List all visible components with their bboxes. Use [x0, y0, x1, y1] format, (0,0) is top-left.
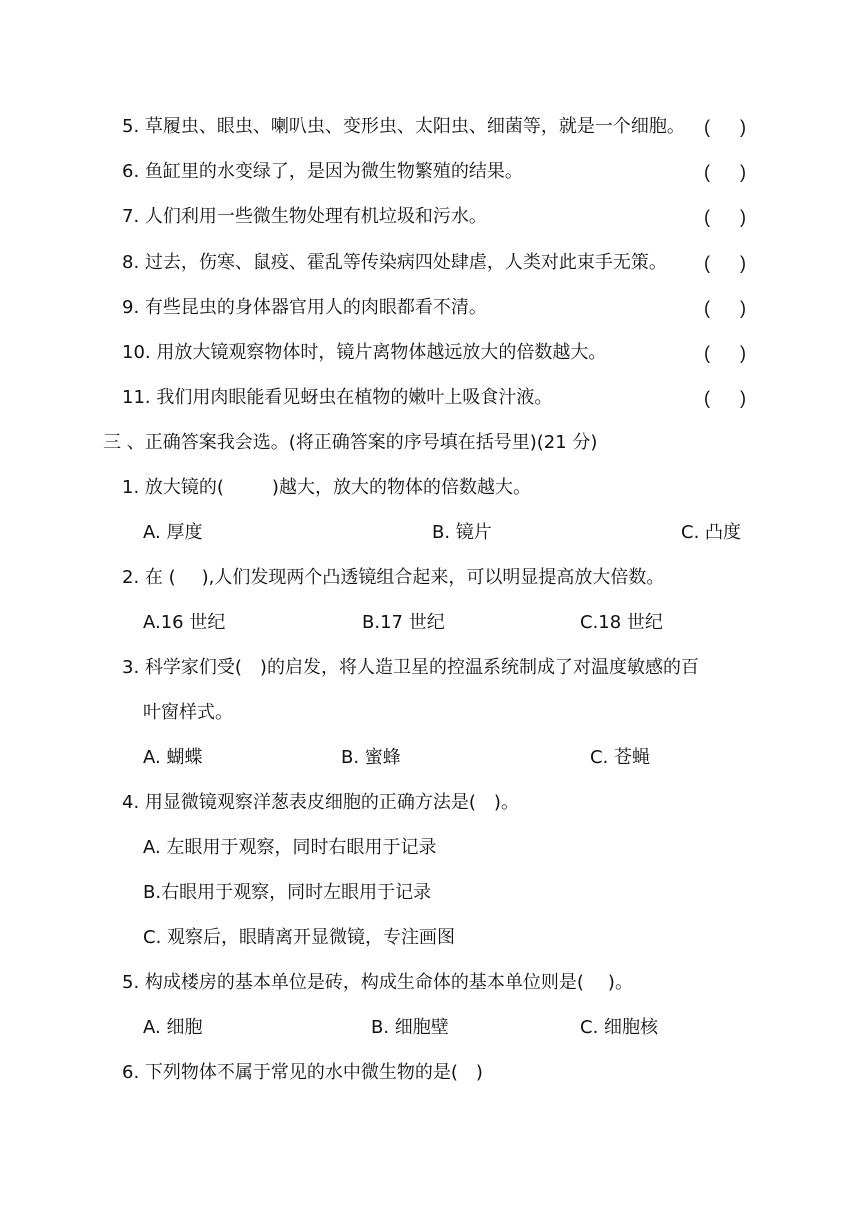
question-stem: 1. 放大镜的( [122, 477, 224, 498]
question-stem: 4. 用显微镜观察洋葱表皮细胞的正确方法是( [122, 792, 476, 813]
judge-item-10: 10. 用放大镜观察物体时，镜片离物体越远放大的倍数越大。 [122, 342, 607, 363]
section-heading: 三 、正确答案我会选。(将正确答案的序号填在括号里)(21 分) [103, 432, 598, 453]
bracket-open: ( [704, 117, 710, 137]
option-c[interactable]: C. 细胞核 [580, 1017, 659, 1038]
answer-bracket-9[interactable] [704, 296, 746, 320]
question-stem: 3. 科学家们受( [122, 657, 242, 678]
bracket-open: ( [704, 253, 710, 273]
answer-bracket-7[interactable] [704, 205, 746, 229]
bracket-open: ( [704, 388, 710, 408]
bracket-close: ) [740, 253, 746, 273]
question-stem: 2. 在 ( [122, 567, 176, 588]
question-5 [122, 971, 633, 995]
option-c[interactable]: C.18 世纪 [580, 612, 663, 633]
question-stem: )。 [493, 792, 519, 813]
option-b[interactable]: B. 镜片 [432, 522, 492, 543]
question-stem: 6. 下列物体不属于常见的水中微生物的是( [122, 1062, 458, 1083]
answer-bracket-11[interactable] [704, 386, 746, 410]
judge-item-7: 7. 人们利用一些微生物处理有机垃圾和污水。 [122, 206, 487, 227]
option-c[interactable]: C. 观察后，眼睛离开显微镜，专注画图 [143, 927, 456, 948]
question-3 [122, 656, 699, 680]
option-a[interactable]: A.16 世纪 [143, 612, 226, 633]
option-b[interactable]: B. 细胞壁 [371, 1017, 449, 1038]
question-6 [122, 1061, 483, 1085]
question-stem: 5. 构成楼房的基本单位是砖，构成生命体的基本单位则是( [122, 972, 584, 993]
question-1 [122, 476, 531, 500]
question-stem: )越大，放大的物体的倍数越大。 [271, 477, 531, 498]
option-a[interactable]: A. 左眼用于观察，同时右眼用于记录 [143, 837, 437, 858]
bracket-close: ) [740, 117, 746, 137]
bracket-close: ) [740, 298, 746, 318]
bracket-open: ( [704, 207, 710, 227]
option-c[interactable]: C. 凸度 [681, 522, 742, 543]
option-b[interactable]: B. 蜜蜂 [341, 747, 401, 768]
question-stem: )。 [607, 972, 633, 993]
bracket-open: ( [704, 162, 710, 182]
option-a[interactable]: A. 蝴蝶 [143, 747, 203, 768]
judge-item-8: 8. 过去，伤寒、鼠疫、霍乱等传染病四处肆虐，人类对此束手无策。 [122, 252, 667, 273]
bracket-open: ( [704, 343, 710, 363]
judge-item-6: 6. 鱼缸里的水变绿了，是因为微生物繁殖的结果。 [122, 161, 523, 182]
option-b[interactable]: B.17 世纪 [362, 612, 445, 633]
bracket-close: ) [740, 388, 746, 408]
option-c[interactable]: C. 苍蝇 [590, 747, 651, 768]
bracket-open: ( [704, 298, 710, 318]
answer-bracket-10[interactable] [704, 341, 746, 365]
question-stem: ) [475, 1062, 483, 1083]
judge-item-9: 9. 有些昆虫的身体器官用人的肉眼都看不清。 [122, 297, 487, 318]
judge-item-11: 11. 我们用肉眼能看见蚜虫在植物的嫩叶上吸食汁液。 [122, 387, 553, 408]
option-b[interactable]: B.右眼用于观察，同时左眼用于记录 [143, 882, 432, 903]
answer-bracket-5[interactable] [704, 115, 746, 139]
answer-bracket-6[interactable] [704, 160, 746, 184]
option-a[interactable]: A. 厚度 [143, 522, 203, 543]
answer-bracket-8[interactable] [704, 251, 746, 275]
question-2 [122, 566, 664, 590]
question-3-continuation: 叶窗样式。 [143, 702, 233, 723]
option-a[interactable]: A. 细胞 [143, 1017, 203, 1038]
bracket-close: ) [740, 162, 746, 182]
judge-item-5: 5. 草履虫、眼虫、喇叭虫、变形虫、太阳虫、细菌等，就是一个细胞。 [122, 116, 685, 137]
bracket-close: ) [740, 207, 746, 227]
bracket-close: ) [740, 343, 746, 363]
question-stem: )的启发，将人造卫星的控温系统制成了对温度敏感的百 [259, 657, 699, 678]
question-stem: ),人们发现两个凸透镜组合起来，可以明显提高放大倍数。 [201, 567, 665, 588]
question-4 [122, 791, 519, 815]
